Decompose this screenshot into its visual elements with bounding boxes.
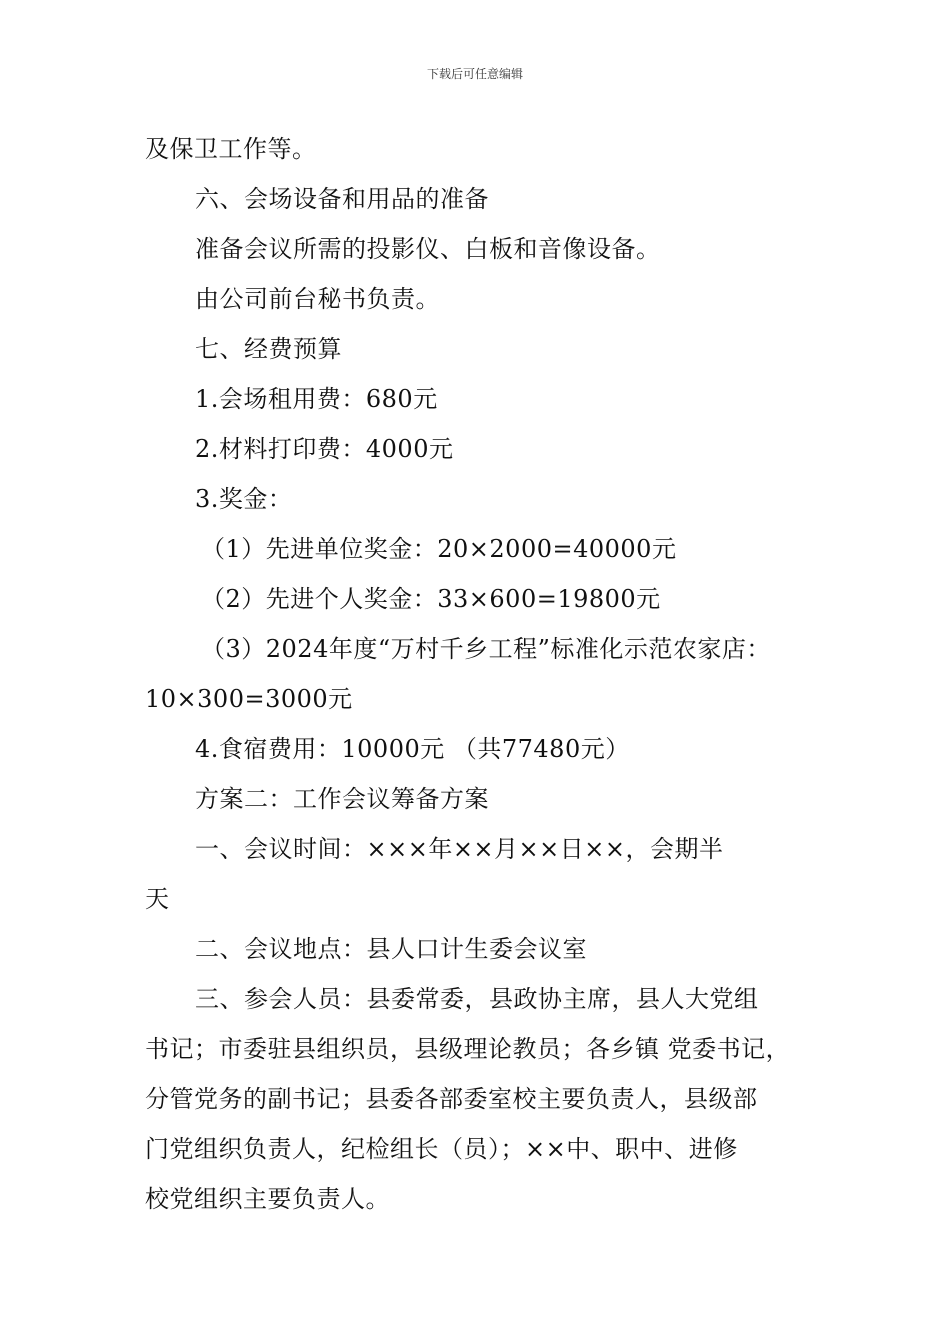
budget-item: 3.奖金： — [195, 485, 293, 513]
text-line: 二、会议地点：县人口计生委会议室 — [195, 935, 587, 963]
bonus-item: （2）先进个人奖金：33×600=19800元 — [201, 585, 661, 613]
text-line: 10×300=3000元 — [145, 685, 353, 713]
bonus-item: （1）先进单位奖金：20×2000=40000元 — [201, 535, 677, 563]
text-line: 三、参会人员：县委常委，县政协主席，县人大党组 — [195, 985, 759, 1013]
text-line: 分管党务的副书记；县委各部委室校主要负责人，县级部 — [145, 1085, 758, 1113]
budget-item: 1.会场租用费：680元 — [195, 385, 438, 413]
document-body — [145, 124, 845, 1224]
text-line: 一、会议时间：×××年××月××日××，会期半 — [195, 835, 724, 863]
text-line: 由公司前台秘书负责。 — [195, 285, 440, 313]
section-heading: 方案二：工作会议筹备方案 — [195, 785, 489, 813]
text-line: 书记；市委驻县组织员，县级理论教员；各乡镇 党委书记， — [145, 1035, 791, 1063]
text-line: 门党组织负责人，纪检组长（员）；××中、职中、进修 — [145, 1135, 738, 1163]
section-heading: 六、会场设备和用品的准备 — [195, 185, 489, 213]
text-line: 准备会议所需的投影仪、白板和音像设备。 — [195, 235, 661, 263]
budget-item: 4.食宿费用：10000元 （共77480元） — [195, 735, 630, 763]
text-line: 及保卫工作等。 — [145, 135, 317, 163]
section-heading: 七、经费预算 — [195, 335, 342, 363]
text-line: 天 — [145, 885, 170, 913]
bonus-item: （3）2024年度“万村千乡工程”标准化示范农家店： — [201, 635, 771, 663]
budget-item: 2.材料打印费：4000元 — [195, 435, 454, 463]
page-header: 下载后可任意编辑 — [426, 67, 523, 81]
text-line: 校党组织主要负责人。 — [145, 1185, 390, 1213]
